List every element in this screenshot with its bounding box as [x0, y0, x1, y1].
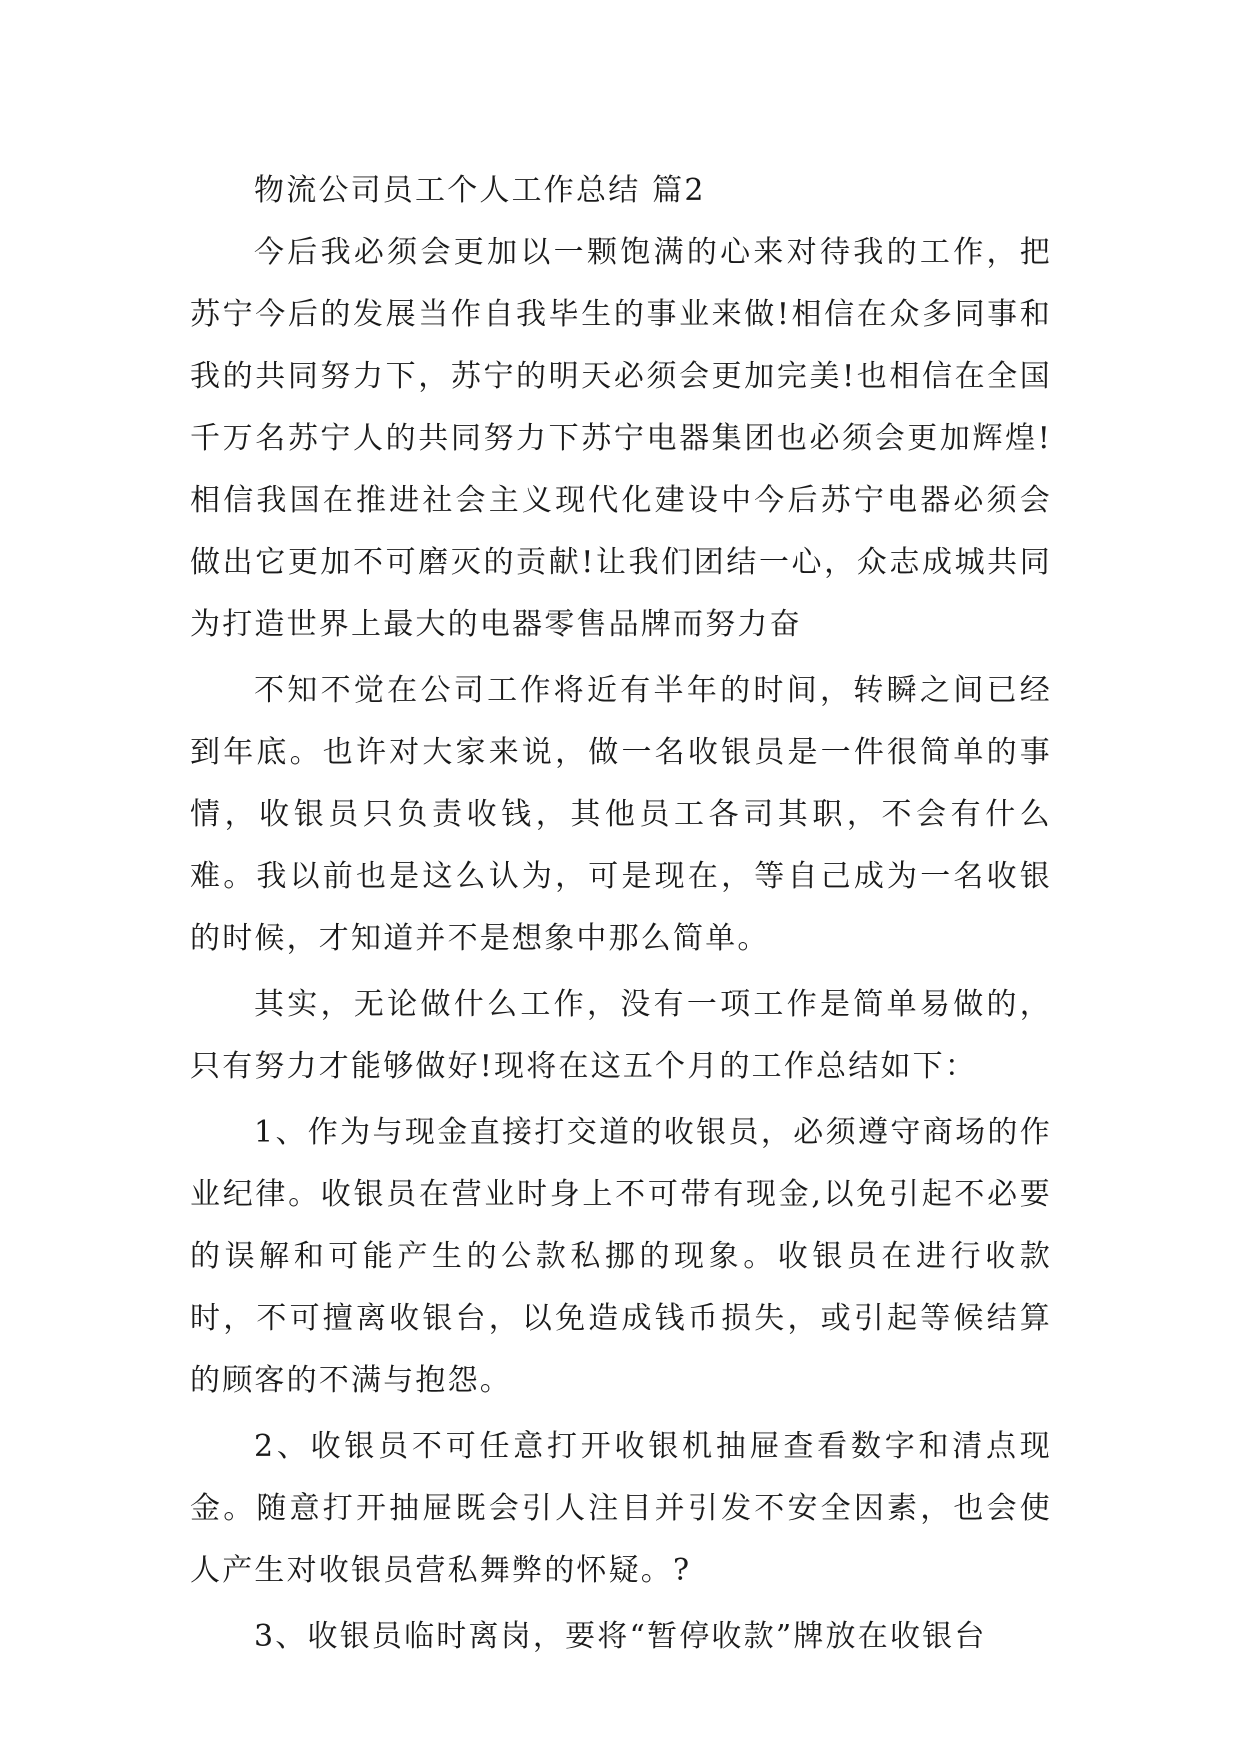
paragraph-item-3: 3、收银员临时离岗，要将“暂停收款”牌放在收银台: [254, 1619, 987, 1654]
paragraph-item-1: 1、作为与现金直接打交道的收银员，必须遵守商场的作业纪律。收银员在营业时身上不可带有现金,以免引起不必要的误解和可能产生的公款私挪的现象。收银员在进行收款时，不可擅离收银台，以免造成钱币损失，或引起等候结算的顾客的不满与抱怨。: [190, 1115, 1052, 1398]
paragraph-conclusion: 今后我必须会更加以一颗饱满的心来对待我的工作，把苏宁今后的发展当作自我毕生的事业来做!相信在众多同事和我的共同努力下，苏宁的明天必须会更加完美!也相信在全国千万名苏宁人的共同努力下苏宁电器集团也必须会更加辉煌!相信我国在推进社会主义现代化建设中今后苏宁电器必须会做出它更加不可磨灭的贡献!让我们团结一心，众志成城共同为打造世界上最大的电器零售品牌而努力奋: [190, 235, 1052, 642]
paragraph-summary-lead: 其实，无论做什么工作，没有一项工作是简单易做的，只有努力才能够做好!现将在这五个月的工作总结如下：: [190, 987, 1052, 1084]
paragraph-item-2: 2、收银员不可任意打开收银机抽屉查看数字和清点现金。随意打开抽屉既会引人注目并引发不安全因素，也会使人产生对收银员营私舞弊的怀疑。?: [190, 1429, 1052, 1588]
document-title: 物流公司员工个人工作总结 篇2: [254, 173, 706, 208]
paragraph-intro: 不知不觉在公司工作将近有半年的时间，转瞬之间已经到年底。也许对大家来说，做一名收银员是一件很简单的事情，收银员只负责收钱，其他员工各司其职，不会有什么难。我以前也是这么认为，可是现在，等自己成为一名收银的时候，才知道并不是想象中那么简单。: [190, 673, 1052, 956]
document-body: [190, 160, 1052, 1672]
